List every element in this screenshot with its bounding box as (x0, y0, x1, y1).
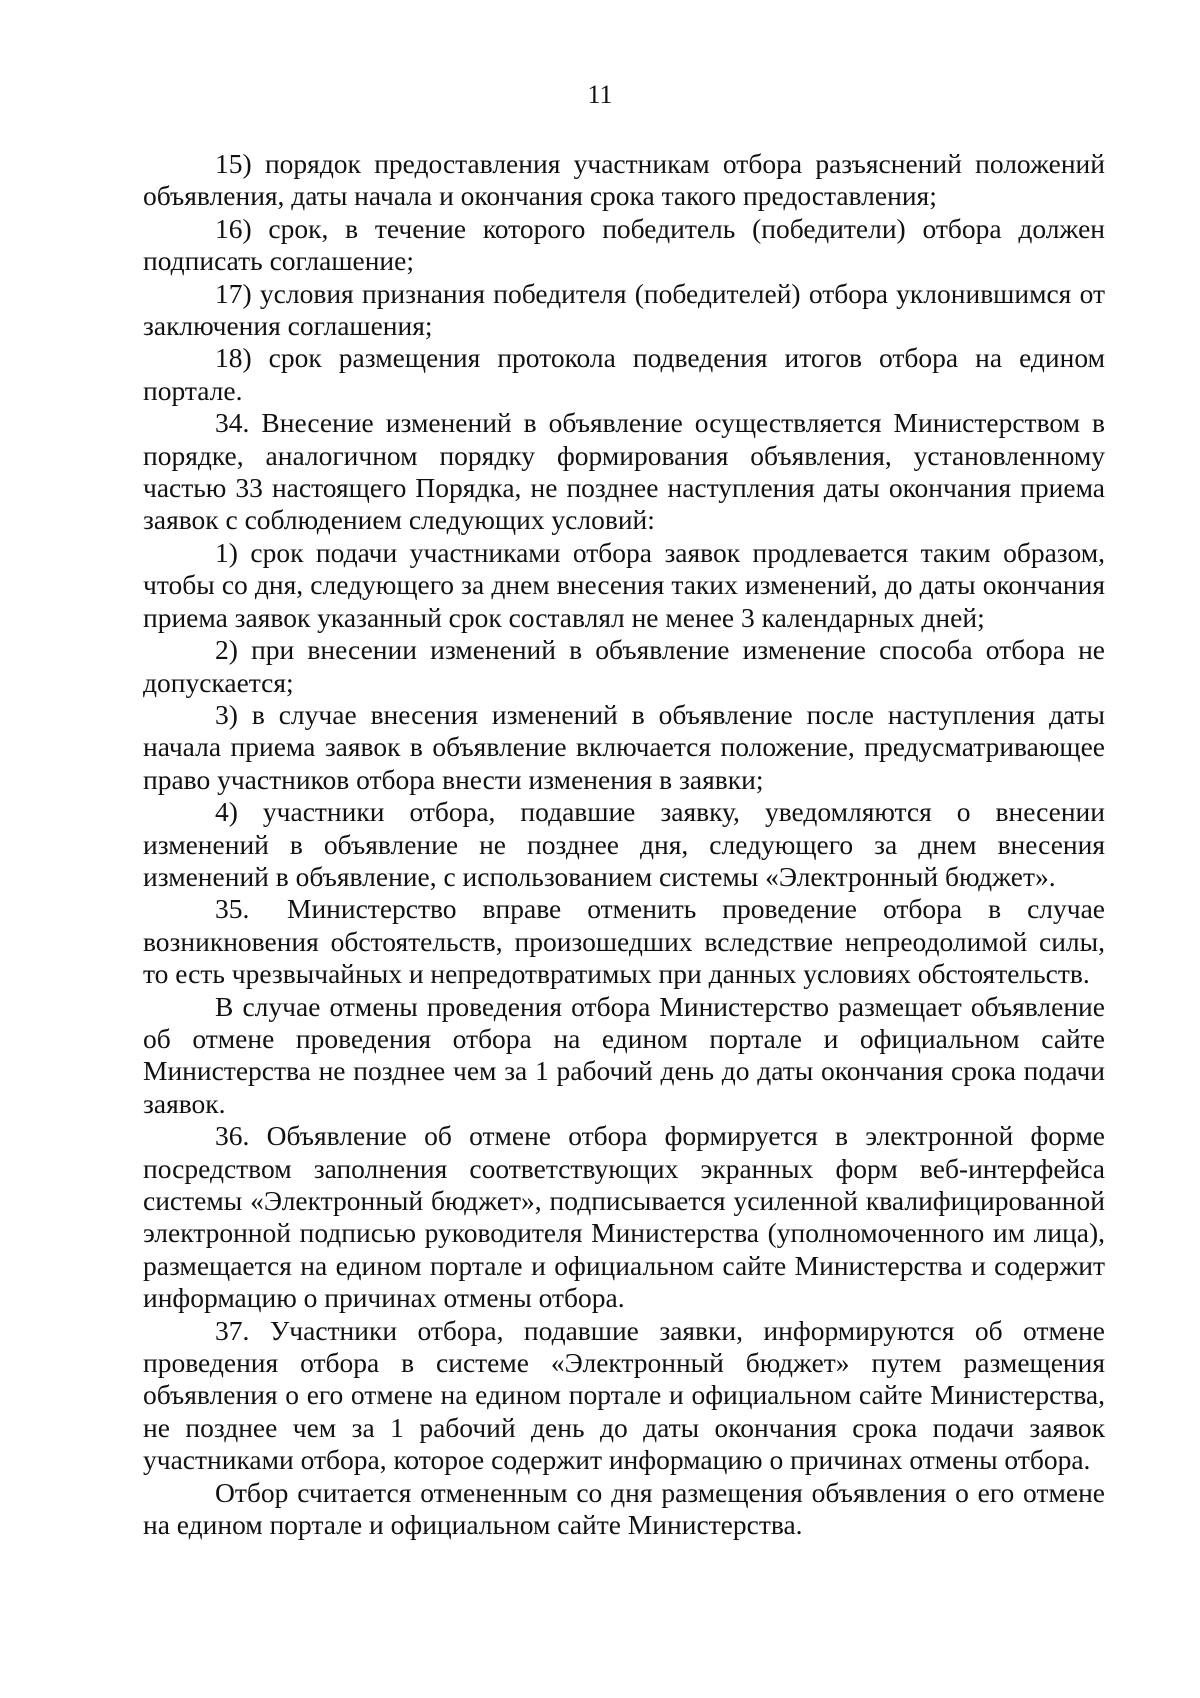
page-number: 11 (587, 80, 613, 109)
paragraph-subitem-3: 3) в случае внесения изменений в объявление после наступления даты начала приема заявок в объявление включается положение, предусматривающее право участников отбора внести изменения в заявки; (143, 698, 1105, 795)
paragraph-subitem-1: 1) срок подачи участниками отбора заявок продлевается таким образом, чтобы со дня, следующего за днем внесения таких изменений, до даты окончания приема заявок указанный срок составлял не менее 3 календарных дней; (143, 536, 1105, 633)
paragraph-clause-36: 36. Объявление об отмене отбора формируется в электронной форме посредством заполнения соответствующих экранных форм веб-интерфейса системы «Электронный бюджет», подписывается усиленной квалифицированной электронной подписью руководителя Министерства (уполномоченного им лица), размещается на едином портале и официальном сайте Министерства и содержит информацию о причинах отмены отбора. (143, 1120, 1105, 1314)
paragraph-subitem-2: 2) при внесении изменений в объявление изменение способа отбора не допускается; (143, 634, 1105, 698)
paragraph-item-18: 18) срок размещения протокола подведения итогов отбора на едином портале. (143, 342, 1105, 406)
paragraph-clause-37: 37. Участники отбора, подавшие заявки, информируются об отмене проведения отбора в системе «Электронный бюджет» путем размещения объявления о его отмене на едином портале и официальном сайте Министерства, не позднее чем за 1 рабочий день до даты окончания срока подачи заявок участниками отбора, которое содержит информацию о причинах отмены отбора. (143, 1314, 1105, 1476)
paragraph-clause-34: 34. Внесение изменений в объявление осуществляется Министерством в порядке, аналогичном порядку формирования объявления, установленному частью 33 настоящего Порядка, не позднее наступления даты окончания приема заявок с соблюдением следующих условий: (143, 407, 1105, 536)
document-body (143, 148, 1105, 1541)
clause-number: 35. (215, 893, 250, 925)
clause-text: Министерство вправе отменить проведение отбора в случае возникновения обстоятельств, произошедших вследствие непреодолимой силы, то есть чрезвычайных и непредотвратимых при данных условиях обстоятельств. (143, 893, 1105, 990)
paragraph-item-16: 16) срок, в течение которого победитель (победители) отбора должен подписать соглашение; (143, 212, 1105, 277)
paragraph-item-15: 15) порядок предоставления участникам отбора разъяснений положений объявления, даты начала и окончания срока такого предоставления; (143, 148, 1105, 212)
paragraph-subitem-4: 4) участники отбора, подавшие заявку, уведомляются о внесении изменений в объявление не позднее дня, следующего за днем внесения изменений в объявление, с использованием системы «Электронный бюджет». (143, 796, 1105, 892)
paragraph-item-17: 17) условия признания победителя (победителей) отбора уклонившимся от заключения соглашения; (143, 277, 1105, 342)
paragraph-cancellation-effective: Отбор считается отмененным со дня размещения объявления о его отмене на едином портале и официальном сайте Министерства. (143, 1476, 1105, 1541)
paragraph-cancellation-notice: В случае отмены проведения отбора Министерство размещает объявление об отмене проведения отбора на едином портале и официальном сайте Министерства не позднее чем за 1 рабочий день до даты окончания срока подачи заявок. (143, 990, 1105, 1119)
paragraph-clause-35 (143, 893, 1105, 990)
